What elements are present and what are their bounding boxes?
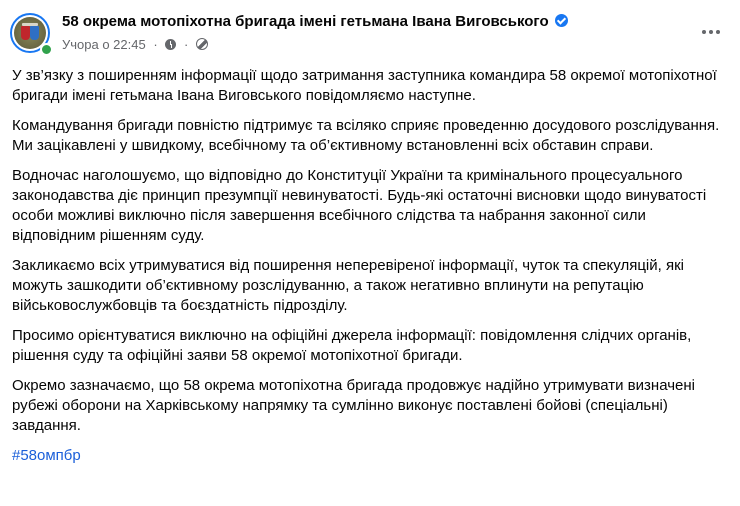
post-body (12, 66, 732, 476)
more-options-icon (702, 30, 706, 34)
emblem-shield-blue (30, 26, 39, 40)
author-name[interactable]: 58 окрема мотопіхотна бригада імені гетьмана Івана Виговського (62, 13, 549, 30)
post-paragraph: У зв’язку з поширенням інформації щодо затримання заступника командира 58 окремої мотопіхотної бригади імені гетьмана Івана Виговського повідомляємо наступне. (12, 67, 717, 104)
post-paragraph: Закликаємо всіх утримуватися від поширення неперевіреної інформації, чуток та спекуляцій, які можуть зашкодити об’єктивному розслідуванню, а також негативно вплинути на репутацію військовослужбовців та боєздатність підрозділу. (12, 257, 684, 314)
post-paragraph: Водночас наголошуємо, що відповідно до Конституції України та кримінального процесуального законодавства діє принцип презумпції невинуватості. Будь-які остаточні висновки щодо винуватості особи можливі виключно після завершення всебічного слідства та набрання законної сили відповідним рішенням суду. (12, 167, 707, 244)
post-meta (62, 36, 208, 54)
post-header (0, 0, 740, 62)
online-status-icon (40, 43, 53, 56)
more-options-button[interactable] (696, 24, 726, 40)
hashtag-link[interactable]: #58омпбр (12, 447, 81, 464)
emblem-shield-red (21, 26, 30, 40)
verified-badge-icon (555, 14, 568, 27)
meta-separator: · (153, 37, 158, 52)
meta-separator: · (183, 37, 189, 52)
globe-icon[interactable] (196, 38, 208, 50)
more-options-icon (716, 30, 720, 34)
clock-icon (165, 39, 176, 50)
avatar[interactable] (10, 13, 50, 53)
post-paragraph: Просимо орієнтуватися виключно на офіційні джерела інформації: повідомлення слідчих органів, рішення суду та офіційні заяви 58 окремої мотопіхотної бригади. (12, 327, 692, 364)
post-timestamp[interactable]: Учора о 22:45 (62, 37, 146, 52)
author-name-link[interactable] (62, 12, 568, 32)
more-options-icon (709, 30, 713, 34)
post-paragraph: Окремо зазначаємо, що 58 окрема мотопіхотна бригада продовжує надійно утримувати визначені рубежі оборони на Харківському напрямку та сумлінно виконує поставлені бойові (спеціальні) завдання. (12, 377, 695, 434)
post-paragraph: Командування бригади повністю підтримує та всіляко сприяє проведенню досудового розслідування. Ми зацікавлені у швидкому, всебічному та об’єктивному встановленні всіх обставин справи. (12, 117, 720, 154)
